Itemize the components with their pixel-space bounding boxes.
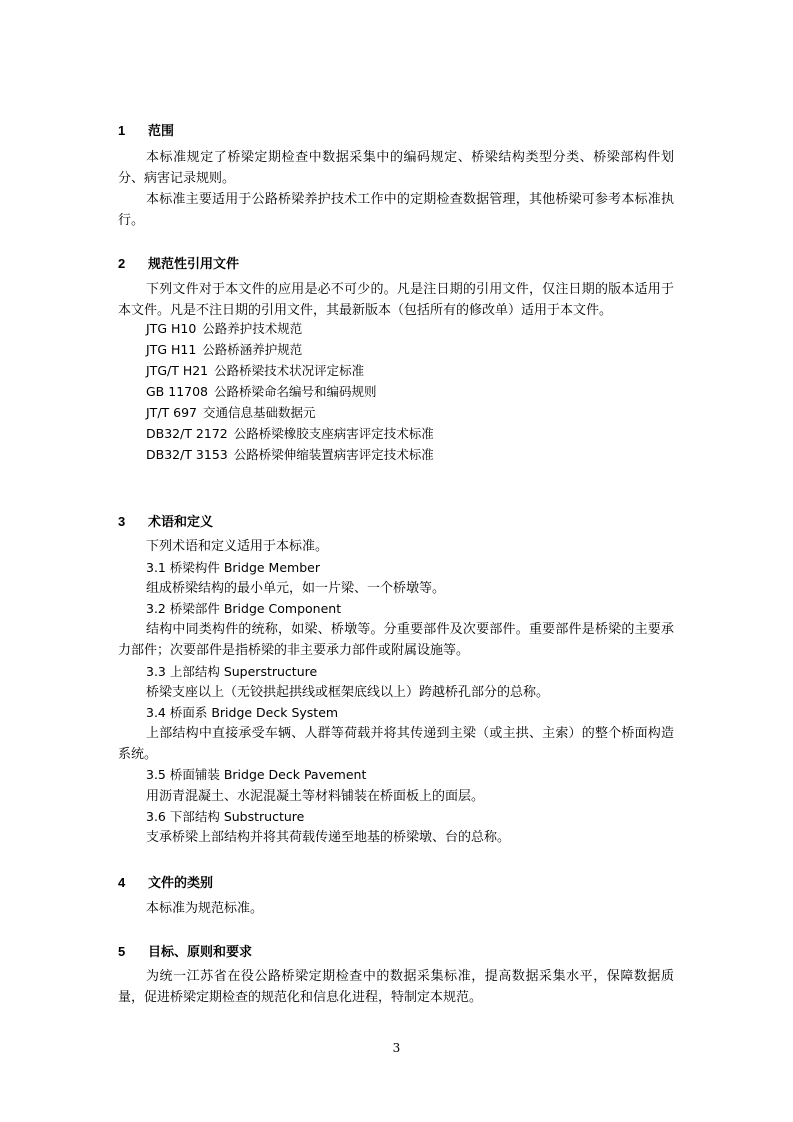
section-heading-4 (118, 872, 213, 891)
section-number: 1 (118, 123, 126, 138)
reference-item (146, 320, 302, 338)
paragraph: 下列术语和定义适用于本标准。 (146, 539, 329, 554)
reference-code: JT/T 697 (146, 405, 198, 420)
term-definition: 结构中同类构件的统称，如梁、桥墩等。分重要部件及次要部件。重要部件是桥梁的主要承力部件；次要部件是指桥梁的非主要承力部件或附属设施等。 (118, 622, 674, 658)
section-heading-5 (118, 941, 252, 960)
reference-name: 公路桥涵养护规范 (202, 342, 303, 357)
term-heading: 3.1 桥梁构件 Bridge Member (146, 560, 320, 575)
term-definition: 桥梁支座以上（无铰拱起拱线或框架底线以上）跨越桥孔部分的总称。 (146, 685, 550, 700)
section-heading-1 (118, 120, 174, 139)
term-heading: 3.4 桥面系 Bridge Deck System (146, 705, 339, 720)
section-title: 文件的类别 (148, 875, 214, 890)
reference-name: 公路桥梁伸缩装置病害评定技术标准 (233, 447, 434, 462)
term-definition: 支承桥梁上部结构并将其荷载传递至地基的桥梁墩、台的总称。 (146, 830, 511, 845)
section-heading-2 (118, 253, 239, 272)
reference-item (146, 341, 302, 359)
reference-item (146, 425, 434, 443)
reference-item (146, 404, 316, 422)
reference-item (146, 446, 434, 464)
term-definition: 用沥青混凝土、水泥混凝土等材料铺装在桥面板上的面层。 (146, 789, 485, 804)
reference-code: JTG H11 (146, 342, 197, 357)
reference-code: GB 11708 (146, 384, 208, 399)
section-number: 3 (118, 514, 126, 529)
reference-name: 公路养护技术规范 (202, 321, 303, 336)
term-heading: 3.5 桥面铺装 Bridge Deck Pavement (146, 767, 367, 782)
term-definition: 上部结构中直接承受车辆、人群等荷载并将其传递到主梁（或主拱、主索）的整个桥面构造系统。 (118, 726, 674, 762)
section-title: 规范性引用文件 (148, 256, 240, 271)
page-number: 3 (392, 1041, 401, 1055)
reference-code: DB32/T 3153 (146, 447, 228, 462)
reference-name: 公路桥梁橡胶支座病害评定技术标准 (233, 426, 434, 441)
section-heading-3 (118, 511, 213, 530)
reference-code: DB32/T 2172 (146, 426, 228, 441)
term-heading: 3.2 桥梁部件 Bridge Component (146, 601, 342, 616)
section-title: 目标、原则和要求 (148, 944, 253, 959)
reference-name: 公路桥梁命名编号和编码规则 (214, 384, 377, 399)
reference-name: 公路桥梁技术状况评定标准 (214, 363, 365, 378)
paragraph: 为统一江苏省在役公路桥梁定期检查中的数据采集标准，提高数据采集水平，保障数据质量，促进桥梁定期检查的规范化和信息化进程，特制定本规范。 (118, 969, 674, 1005)
reference-item (146, 362, 364, 380)
section-number: 4 (118, 875, 126, 890)
reference-item (146, 383, 377, 401)
term-heading: 3.6 下部结构 Substructure (146, 809, 305, 824)
section-number: 2 (118, 256, 126, 271)
section-title: 术语和定义 (148, 514, 214, 529)
reference-name: 交通信息基础数据元 (203, 405, 316, 420)
reference-code: JTG H10 (146, 321, 197, 336)
section-number: 5 (118, 944, 126, 959)
paragraph: 下列文件对于本文件的应用是必不可少的。凡是注日期的引用文件，仅注日期的版本适用于本文件。凡是不注日期的引用文件，其最新版本（包括所有的修改单）适用于本文件。 (118, 282, 674, 318)
reference-code: JTG/T H21 (146, 363, 209, 378)
term-heading: 3.3 上部结构 Superstructure (146, 664, 318, 679)
paragraph: 本标准规定了桥梁定期检查中数据采集中的编码规定、桥梁结构类型分类、桥梁部构件划分、病害记录规则。 (118, 150, 674, 186)
paragraph: 本标准主要适用于公路桥梁养护技术工作中的定期检查数据管理，其他桥梁可参考本标准执行。 (118, 192, 674, 228)
paragraph: 本标准为规范标准。 (146, 901, 264, 916)
section-title: 范围 (148, 123, 175, 138)
term-definition: 组成桥梁结构的最小单元，如一片梁、一个桥墩等。 (146, 581, 446, 596)
